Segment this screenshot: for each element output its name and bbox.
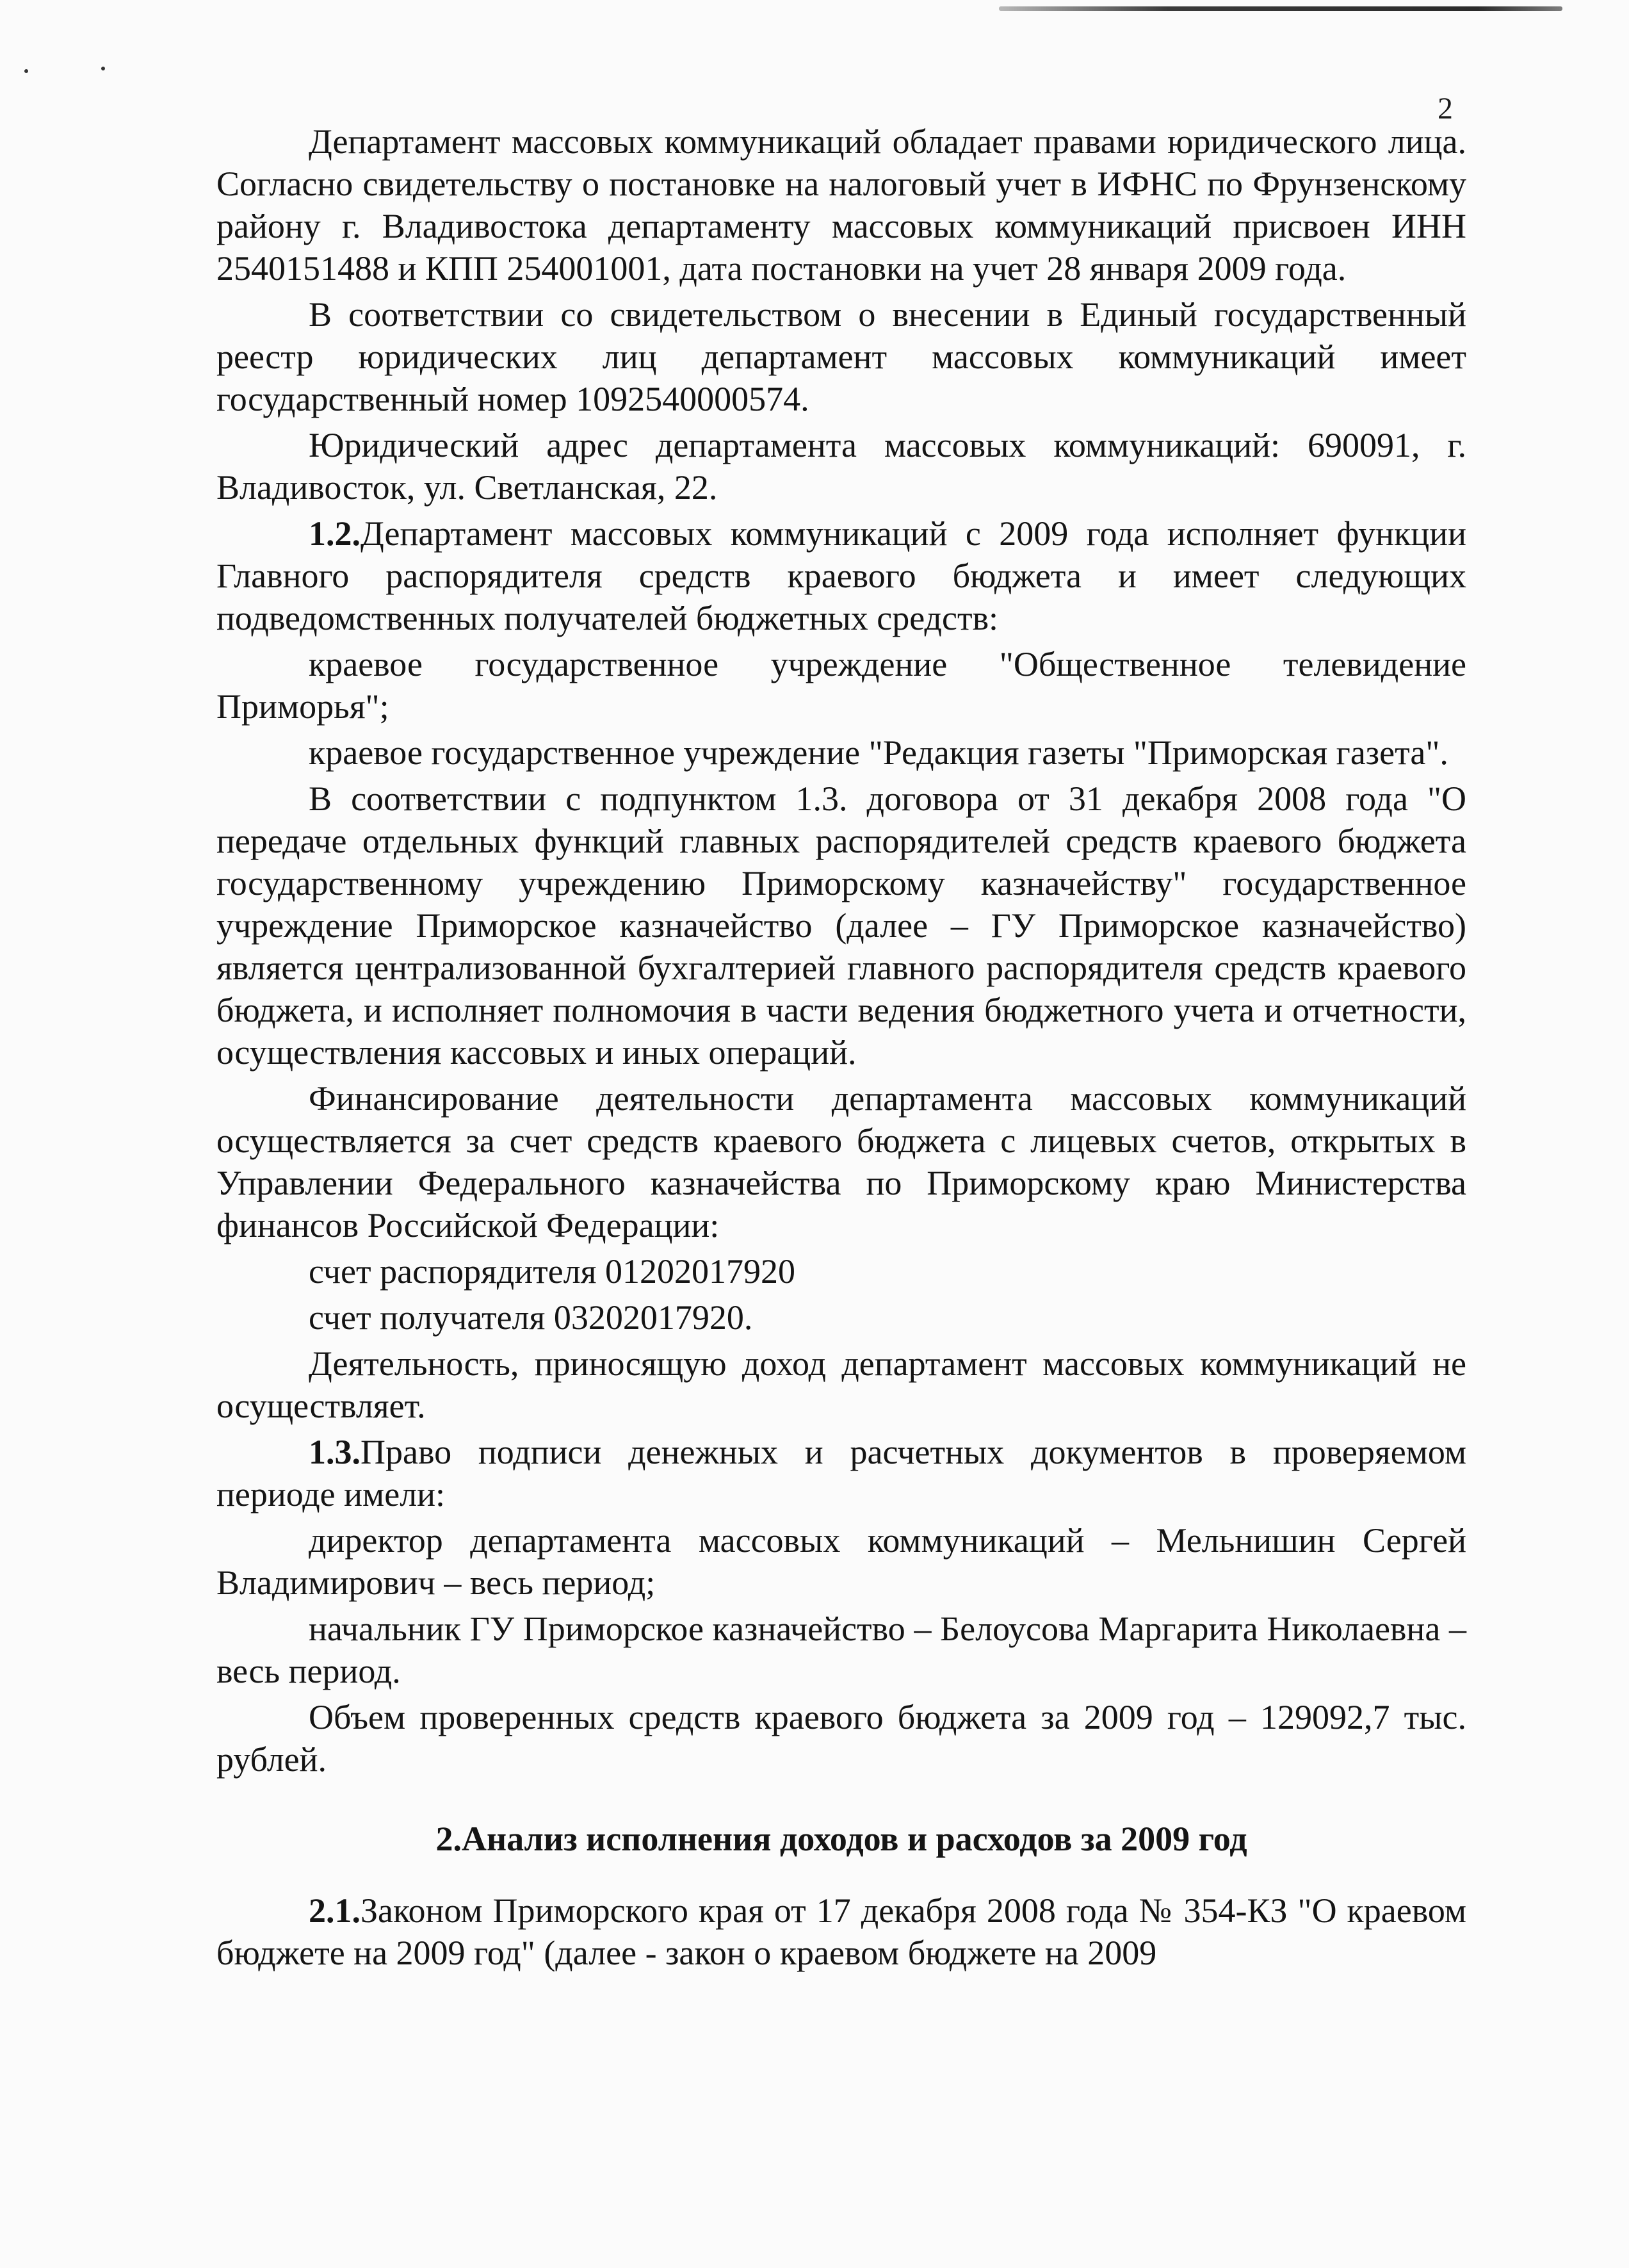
document-body [216, 120, 1466, 1975]
paragraph-legal-address: Юридический адрес департамента массовых коммуникаций: 690091, г. Владивосток, ул. Светланская, 22. [216, 426, 1466, 507]
scan-speck [24, 69, 28, 73]
paragraph-signatory-treasury: начальник ГУ Приморское казначейство – Белоусова Маргарита Николаевна – весь период. [216, 1610, 1466, 1690]
section-number: 1.2. [309, 514, 361, 553]
scan-speck [101, 67, 105, 70]
section-heading: 2.Анализ исполнения доходов и расходов за 2009 год [435, 1820, 1247, 1858]
section-number: 1.3. [309, 1433, 361, 1471]
paragraph-state-registry: В соответствии со свидетельством о внесении в Единый государственный реестр юридических лиц департамент массовых коммуникаций имеет государственный номер 1092540000574. [216, 295, 1466, 418]
paragraph-section-1-3: 1.3.Право подписи денежных и расчетных документов в проверяемом периоде имели: [216, 1433, 1466, 1513]
page-number: 2 [1438, 92, 1453, 126]
section-number: 2.1. [309, 1891, 361, 1930]
paragraph-subordinate-tv: краевое государственное учреждение "Общественное телевидение Приморья"; [216, 645, 1466, 726]
paragraph-account-recipient: счет получателя 03202017920. [309, 1298, 753, 1337]
paragraph-financing: Финансирование деятельности департамента массовых коммуникаций осуществляется за счет средств краевого бюджета с лицевых счетов, открытых в Управлении Федерального казначейства по Приморскому краю Министерства финансов Российской Федерации: [216, 1079, 1466, 1244]
paragraph-section-1-2: 1.2.Департамент массовых коммуникаций с 2009 года исполняет функции Главного распорядителя средств краевого бюджета и имеет следующих подведомственных получателей бюджетных средств: [216, 514, 1466, 637]
paragraph-subordinate-newspaper: краевое государственное учреждение "Редакция газеты "Приморская газета". [309, 733, 1448, 772]
paragraph-signatory-director: директор департамента массовых коммуникаций – Мельнишин Сергей Владимирович – весь период; [216, 1521, 1466, 1602]
scan-artifact-line [999, 6, 1562, 11]
paragraph-income-activity: Деятельность, приносящую доход департамент массовых коммуникаций не осуществляет. [216, 1344, 1466, 1425]
paragraph-section-2-1: 2.1.Законом Приморского края от 17 декабря 2008 года № 354-КЗ "О краевом бюджете на 2009 год" (далее - закон о краевом бюджете на 2009 [216, 1891, 1466, 1972]
paragraph-audited-volume: Объем проверенных средств краевого бюджета за 2009 год – 129092,7 тыс. рублей. [216, 1698, 1466, 1779]
paragraph-account-administrator: счет распорядителя 01202017920 [309, 1252, 796, 1291]
paragraph-treasury-contract: В соответствии с подпунктом 1.3. договора от 31 декабря 2008 года "О передаче отдельных функций главных распорядителей средств краевого бюджета государственному учреждению Приморскому казначейству" государственное учреждение Приморское казначейство (далее – ГУ Приморское казначейство) является централизованной бухгалтерией главного распорядителя средств краевого бюджета, и исполняет полномочия в части ведения бюджетного учета и отчетности, осуществления кассовых и иных операций. [216, 779, 1466, 1072]
paragraph-legal-status: Департамент массовых коммуникаций обладает правами юридического лица. Согласно свидетельству о постановке на налоговый учет в ИФНС по Фрунзенскому району г. Владивостока департаменту массовых коммуникаций присвоен ИНН 2540151488 и КПП 254001001, дата постановки на учет 28 января 2009 года. [216, 122, 1466, 288]
